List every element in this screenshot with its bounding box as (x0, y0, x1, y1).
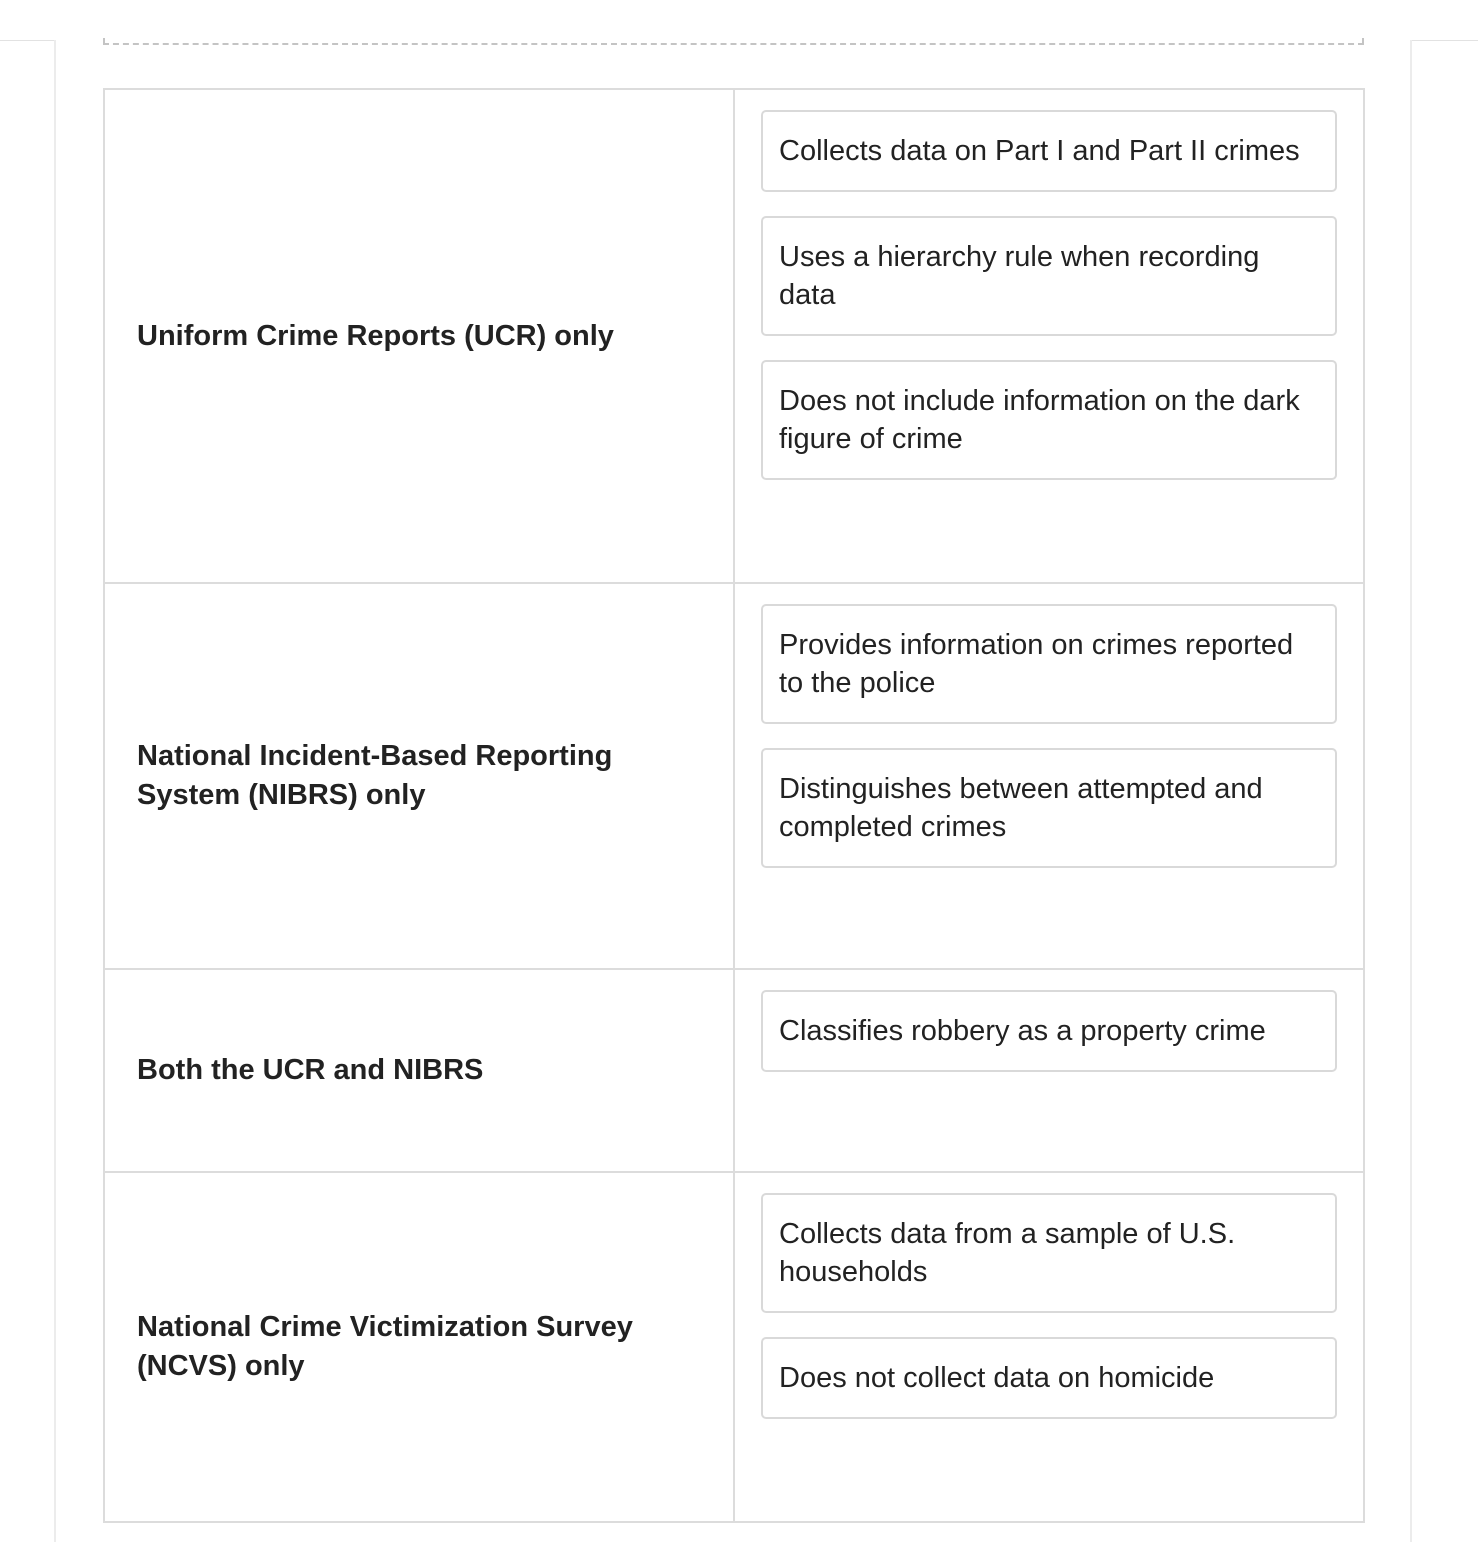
category-cell (104, 89, 734, 583)
answer-card[interactable]: Collects data on Part I and Part II crimes (761, 110, 1337, 192)
drop-zone-nibrs[interactable] (734, 583, 1364, 969)
matching-table (103, 88, 1365, 1523)
answer-card[interactable]: Distinguishes between attempted and completed crimes (761, 748, 1337, 868)
answer-card[interactable]: Uses a hierarchy rule when recording data (761, 216, 1337, 336)
category-label-nibrs: National Incident-Based Reporting System (NIBRS) only (137, 740, 613, 811)
category-cell (104, 969, 734, 1172)
answer-card[interactable]: Does not collect data on homicide (761, 1337, 1337, 1419)
matching-row-ncvs (104, 1172, 1364, 1522)
answer-card[interactable]: Does not include information on the dark figure of crime (761, 360, 1337, 480)
answer-card[interactable]: Classifies robbery as a property crime (761, 990, 1337, 1072)
answer-card[interactable]: Provides information on crimes reported to the police (761, 604, 1337, 724)
answer-bank-edge (103, 38, 1364, 45)
category-label-ncvs: National Crime Victimization Survey (NCVS) only (137, 1311, 633, 1382)
matching-row-nibrs (104, 583, 1364, 969)
category-label-ucr: Uniform Crime Reports (UCR) only (137, 319, 614, 352)
category-cell (104, 1172, 734, 1522)
category-cell (104, 583, 734, 969)
matching-row-ucr (104, 89, 1364, 583)
answer-card[interactable]: Collects data from a sample of U.S. households (761, 1193, 1337, 1313)
category-label-both: Both the UCR and NIBRS (137, 1054, 484, 1086)
drop-zone-ncvs[interactable] (734, 1172, 1364, 1522)
drop-zone-both[interactable] (734, 969, 1364, 1172)
matching-row-both (104, 969, 1364, 1172)
drop-zone-ucr[interactable] (734, 89, 1364, 583)
